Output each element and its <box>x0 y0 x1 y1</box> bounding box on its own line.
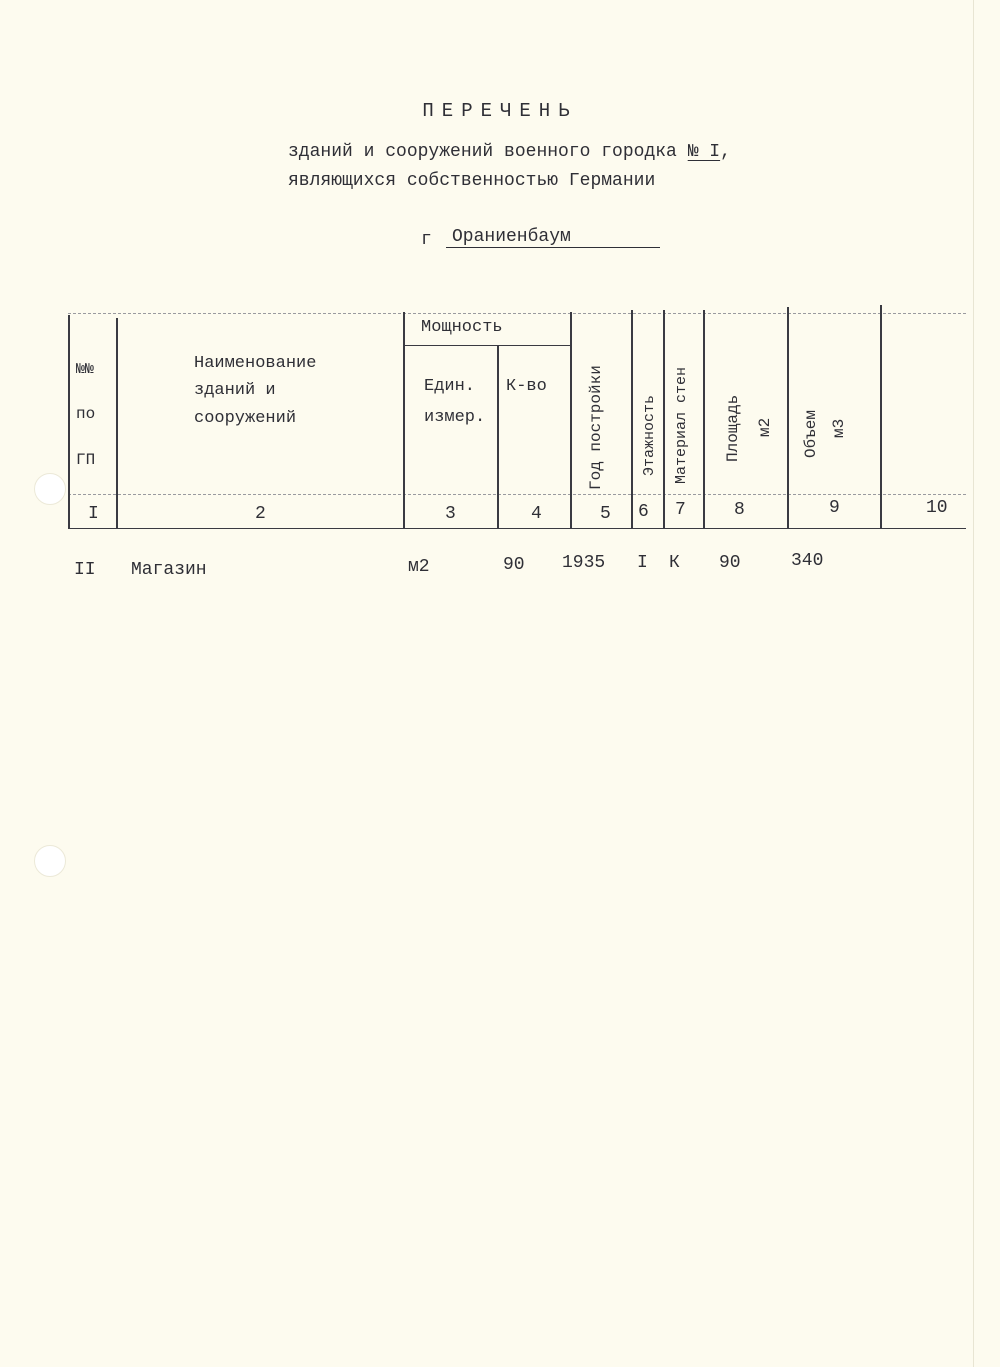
header-power: Мощность <box>421 318 503 337</box>
col-divider <box>570 312 572 529</box>
col-divider <box>703 310 705 529</box>
row-area: 90 <box>719 553 741 573</box>
header-volume: Объем <box>802 409 820 458</box>
col-divider <box>631 310 633 529</box>
column-number: 2 <box>255 504 266 524</box>
header-area: Площадь <box>724 394 742 462</box>
city-prefix: г <box>421 230 432 250</box>
column-number: 10 <box>926 498 948 518</box>
header-unit-line1: Един. <box>424 377 476 396</box>
col-divider <box>880 305 882 529</box>
header-number-line1: №№ <box>76 361 95 378</box>
table-bottom-border <box>68 528 966 529</box>
header-wall-material: Материал стен <box>673 366 690 484</box>
header-volume-unit: м3 <box>830 418 848 438</box>
city-underline <box>446 247 660 248</box>
column-number: I <box>88 504 99 524</box>
header-area-unit: м2 <box>756 417 774 437</box>
col-divider <box>403 312 405 529</box>
subtitle-line-1 <box>288 142 731 162</box>
column-number: 8 <box>734 500 745 520</box>
row-year: 1935 <box>562 553 606 573</box>
column-number: 3 <box>445 504 456 524</box>
table-header-border <box>68 494 966 495</box>
subtitle-line-2: являющихся собственностью Германии <box>288 171 656 191</box>
row-unit: м2 <box>408 557 430 577</box>
header-year: Год постройки <box>587 365 605 490</box>
col-divider <box>497 346 499 529</box>
column-number: 7 <box>675 500 686 520</box>
header-name-line1: Наименование <box>194 354 317 373</box>
row-quantity: 90 <box>503 555 525 575</box>
column-number: 4 <box>531 504 542 524</box>
header-number-line2: по <box>76 405 96 423</box>
column-number: 6 <box>638 502 649 522</box>
power-group-divider <box>404 345 570 346</box>
header-name-line2: зданий и <box>194 381 276 400</box>
col-divider <box>663 310 665 529</box>
row-wall-material: К <box>669 553 680 573</box>
row-floors: I <box>637 553 648 573</box>
col-divider <box>116 318 118 529</box>
column-number: 9 <box>829 498 840 518</box>
header-quantity: К-во <box>506 377 547 396</box>
subtitle-comma: , <box>720 142 731 162</box>
subtitle-text: зданий и сооружений военного городка <box>288 142 677 162</box>
header-unit-line2: измер. <box>424 408 486 427</box>
col-divider <box>68 315 70 529</box>
punch-hole <box>34 473 66 505</box>
table-top-border <box>68 313 966 314</box>
row-number: II <box>74 560 96 580</box>
header-name-line3: сооружений <box>194 409 297 428</box>
document-title: ПЕРЕЧЕНЬ <box>422 100 578 122</box>
row-name: Магазин <box>131 560 207 580</box>
garrison-number: № I <box>687 142 721 162</box>
city-name: Ораниенбаум <box>452 227 571 247</box>
punch-hole <box>34 845 66 877</box>
row-volume: 340 <box>791 551 824 571</box>
paper-edge <box>973 0 974 1367</box>
header-number-line3: ГП <box>76 451 96 469</box>
col-divider <box>787 307 789 529</box>
header-floors: Этажность <box>641 394 658 476</box>
column-number: 5 <box>600 504 611 524</box>
